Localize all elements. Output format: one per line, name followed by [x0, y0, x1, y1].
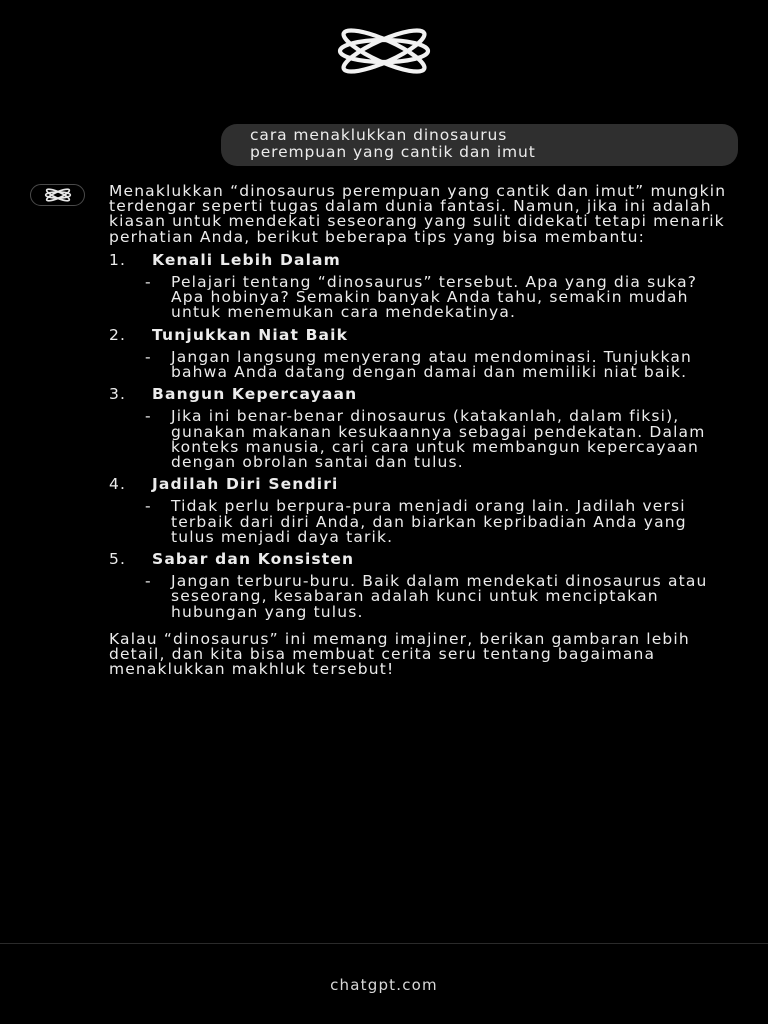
answer-outro: Kalau “dinosaurus” ini memang imajiner, berikan gambaran lebih detail, dan kita bisa membuat cerita seru tentang bagaimana menaklukkan makhluk tersebut! [109, 629, 690, 679]
item-title: Kenali Lebih Dalam [152, 250, 341, 269]
assistant-avatar [30, 184, 85, 206]
list-item [109, 387, 729, 470]
item-title: Sabar dan Konsisten [152, 550, 355, 569]
assistant-message [109, 184, 729, 677]
user-message: cara menaklukkan dinosaurus perempuan yang cantik dan imut [221, 124, 738, 166]
item-number: 2. [109, 325, 127, 344]
item-title: Jadilah Diri Sendiri [152, 475, 339, 494]
openai-logo-icon [332, 26, 436, 76]
footer-divider [0, 943, 768, 944]
list-item [109, 325, 729, 382]
item-bullet: - Pelajari tentang “dinosaurus” tersebut. Apa yang dia suka? Apa hobinya? Semakin banyak Anda tahu, semakin mudah untuk menemukan cara mendekatinya. [145, 275, 729, 321]
openai-logo-icon [43, 188, 73, 202]
list-item [109, 250, 729, 322]
item-bullet: - Jangan langsung menyerang atau mendominasi. Tunjukkan bahwa Anda datang dengan damai dan memiliki niat baik. [145, 350, 729, 380]
answer-intro: Menaklukkan “dinosaurus perempuan yang cantik dan imut” mungkin terdengar seperti tugas dalam dunia fantasi. Namun, jika ini adalah kiasan untuk mendekati seseorang yang sulit didekati tetapi menarik perhatian Anda, berikut beberapa tips yang bisa membantu: [109, 182, 727, 246]
tips-list [109, 250, 729, 621]
item-bullet: - Jangan terburu-buru. Baik dalam mendekati dinosaurus atau seseorang, kesabaran adalah kunci untuk menciptakan hubungan yang tulus. [145, 574, 729, 620]
list-item [109, 552, 729, 620]
item-title: Bangun Kepercayaan [152, 385, 358, 404]
item-number: 1. [109, 250, 127, 269]
footer-domain: chatgpt.com [330, 976, 438, 994]
item-number: 3. [109, 385, 127, 404]
item-title: Tunjukkan Niat Baik [152, 325, 349, 344]
item-number: 4. [109, 475, 127, 494]
item-number: 5. [109, 550, 127, 569]
item-bullet: - Jika ini benar-benar dinosaurus (katakanlah, dalam fiksi), gunakan makanan kesukaannya sebagai pendekatan. Dalam konteks manusia, cari cara untuk membangun kepercayaan dengan obrolan santai dan tulus. [145, 409, 729, 470]
list-item [109, 477, 729, 545]
item-bullet: - Tidak perlu berpura-pura menjadi orang lain. Jadilah versi terbaik dari diri Anda, dan biarkan kepribadian Anda yang tulus menjadi daya tarik. [145, 499, 729, 545]
